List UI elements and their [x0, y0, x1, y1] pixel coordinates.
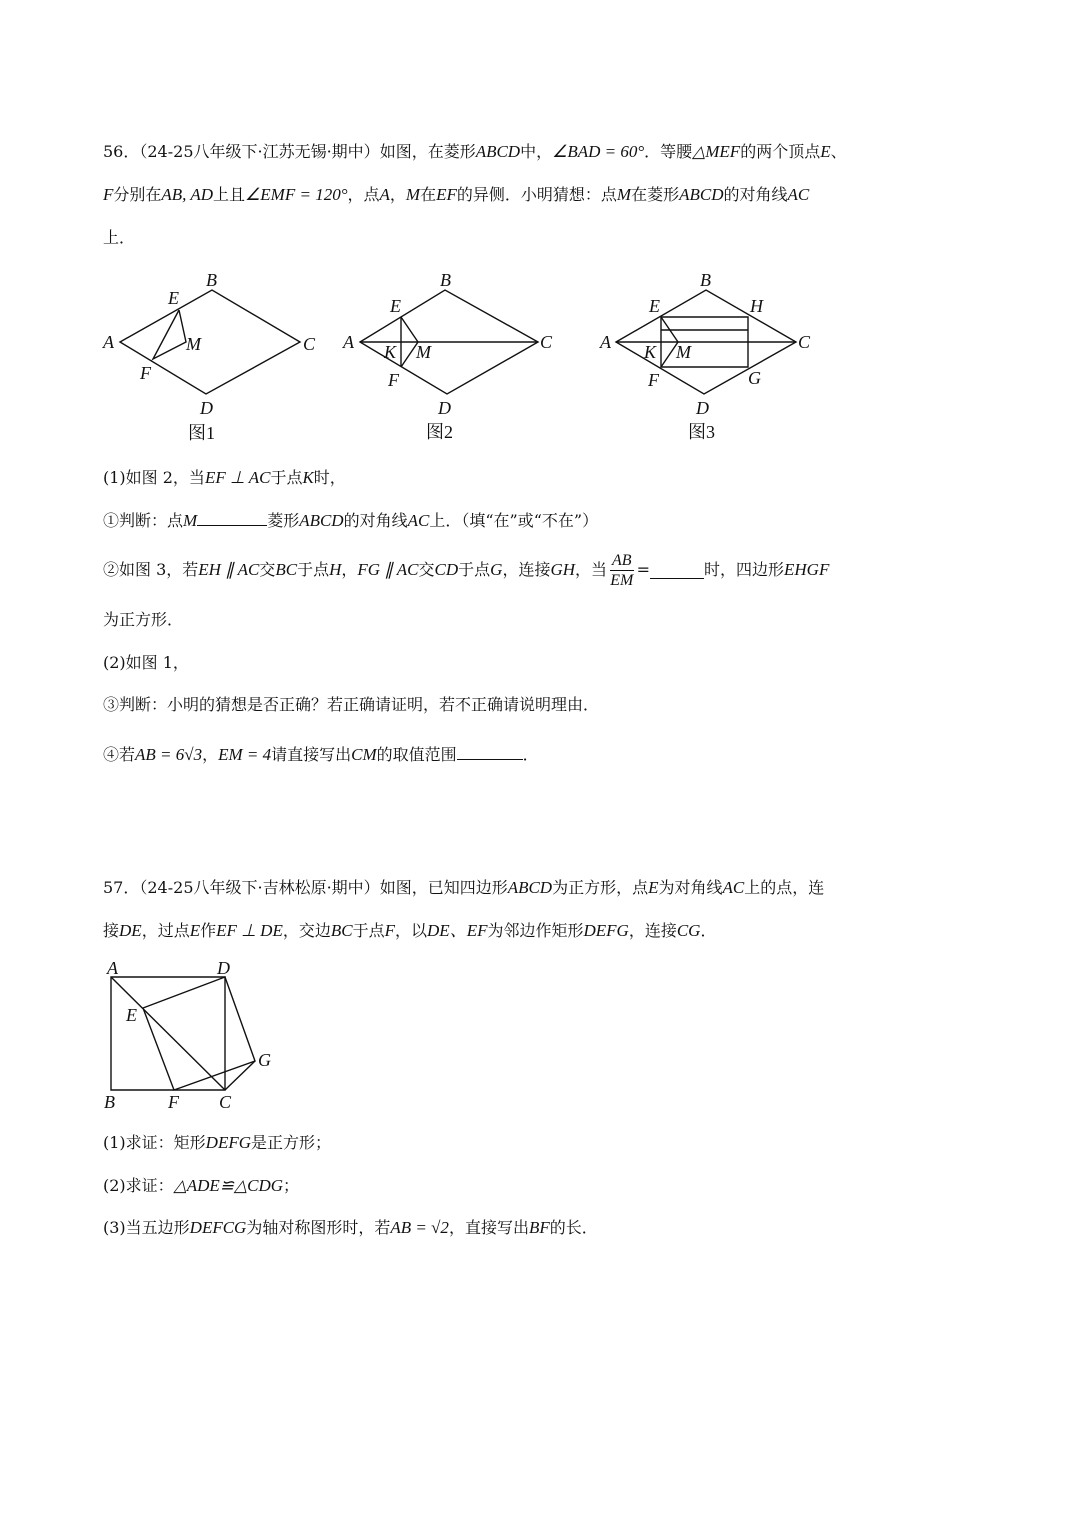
- q57-text: ，过点: [141, 921, 190, 940]
- figure-caption-3: 图3: [688, 422, 715, 442]
- q56-text: ，: [389, 185, 406, 204]
- triangle-mef: [153, 310, 186, 359]
- q56-math: G: [490, 560, 503, 579]
- q56-math: EM = 4: [218, 745, 272, 764]
- q56-text: 在: [420, 185, 437, 204]
- q57-math: E: [648, 878, 659, 897]
- label-E: E: [168, 288, 179, 308]
- q56-text: 分别在: [113, 185, 162, 204]
- q56-math: A: [379, 185, 390, 204]
- q56-sub-3: [103, 693, 599, 717]
- label-M: M: [676, 342, 691, 362]
- q56-math: AC: [787, 185, 810, 204]
- q57-math: F: [384, 921, 396, 940]
- q57-math: BF: [528, 1218, 550, 1237]
- fraction-numerator: AB: [612, 551, 632, 569]
- label-F: F: [388, 370, 399, 390]
- q56-text: ③判断：小明的猜想是否正确？若正确请证明，若不正确请说明理由．: [103, 695, 600, 714]
- q56-line-3: [103, 226, 135, 250]
- label-H: H: [750, 296, 763, 316]
- q56-text: ，当: [575, 560, 608, 579]
- q57-part-3: [103, 1216, 598, 1240]
- q57-source: （24-25八年级下·吉林松原·期中）: [139, 878, 380, 897]
- q57-math: DEFG: [205, 1133, 251, 1152]
- q57-math: △ADE≌△CDG: [173, 1176, 284, 1195]
- label-F: F: [168, 1092, 179, 1112]
- q57-text: 于点: [352, 921, 385, 940]
- q57-text: ，交边: [282, 921, 331, 940]
- q57-text: (3)当五边形: [103, 1218, 190, 1237]
- label-B: B: [104, 1092, 115, 1112]
- q57-math: EF ⊥ DE: [216, 921, 283, 940]
- fraction-ab-em: [610, 551, 634, 590]
- label-A: A: [600, 332, 611, 352]
- q56-source: （24-25八年级下·江苏无锡·期中）: [139, 142, 380, 161]
- q56-text: 交: [259, 560, 276, 579]
- q56-math: ABCD: [475, 142, 521, 161]
- q57-text: 是正方形；: [251, 1133, 332, 1152]
- q56-math: M: [405, 185, 421, 204]
- q56-sub-4: [103, 743, 539, 767]
- label-E: E: [649, 296, 660, 316]
- label-C: C: [219, 1092, 232, 1112]
- q56-text: (1)如图 2，当: [103, 468, 205, 487]
- q56-text: 时，: [313, 468, 346, 487]
- q56-text: 于点: [297, 560, 330, 579]
- q57-text: 为对角线: [658, 878, 723, 897]
- q56-text: 上且: [213, 185, 246, 204]
- q57-text: 作: [200, 921, 217, 940]
- q57-text: ，连接: [628, 921, 677, 940]
- q56-text: 的取值范围: [376, 745, 457, 764]
- q56-line-1: [103, 140, 847, 164]
- q56-math: FG ∥ AC: [357, 560, 419, 579]
- q56-text: 、: [830, 142, 847, 161]
- label-M: M: [416, 342, 431, 362]
- q56-number: 56．: [103, 142, 140, 161]
- q56-text: (2)如图 1，: [103, 653, 189, 672]
- q56-text: ．: [522, 745, 539, 764]
- q56-text: 为正方形．: [103, 610, 184, 629]
- square-defg: [143, 977, 255, 1090]
- q57-math: CG: [676, 921, 701, 940]
- q57-number: 57．: [103, 878, 140, 897]
- q56-text: 的对角线: [343, 511, 408, 530]
- q57-math: DE、EF: [427, 921, 488, 940]
- q56-math: BC: [275, 560, 298, 579]
- q57-text: 为正方形，点: [552, 878, 649, 897]
- q56-text: 于点: [270, 468, 303, 487]
- q57-part-1: [103, 1131, 331, 1155]
- q57-text: ；: [283, 1176, 300, 1195]
- q56-math: AB = 6√3: [135, 745, 203, 764]
- q56-text: 上．（填“在”或“不在”）: [429, 511, 599, 530]
- q56-math: EHGF: [784, 560, 830, 579]
- q56-text: 上．: [103, 228, 136, 247]
- label-A: A: [343, 332, 354, 352]
- q56-math: E: [820, 142, 831, 161]
- label-K: K: [384, 342, 397, 362]
- answer-blank-2[interactable]: [650, 562, 704, 579]
- label-D: D: [217, 958, 230, 978]
- q56-math: AB, AD: [161, 185, 214, 204]
- q57-text: 的长．: [549, 1218, 598, 1237]
- q57-math: DE: [119, 921, 142, 940]
- q56-math: AC: [407, 511, 430, 530]
- q56-part-1: [103, 466, 346, 490]
- q56-text: 时，四边形: [703, 560, 784, 579]
- q57-text: 为邻边作矩形: [487, 921, 584, 940]
- q56-angle-bad: ∠BAD = 60°: [552, 142, 645, 161]
- label-G: G: [748, 368, 761, 388]
- q56-math: GH: [550, 560, 576, 579]
- q57-math: AC: [722, 878, 745, 897]
- q56-text: ，: [341, 560, 358, 579]
- q57-line-1: [103, 876, 824, 900]
- q57-figure: [98, 955, 298, 1115]
- label-F: F: [140, 363, 151, 383]
- q57-text: 上的点，连: [744, 878, 825, 897]
- q56-text: 菱形: [267, 511, 300, 530]
- q56-math: M: [616, 185, 632, 204]
- q57-text: ，直接写出: [448, 1218, 529, 1237]
- q56-line-2: [103, 183, 809, 207]
- figure-caption-1: 图1: [188, 423, 215, 443]
- q56-math: ABCD: [299, 511, 344, 530]
- q56-text: 如图，在菱形: [379, 142, 476, 161]
- q57-math: DEFCG: [189, 1218, 247, 1237]
- label-C: C: [540, 332, 553, 352]
- label-D: D: [200, 398, 213, 418]
- q56-math: F: [103, 185, 114, 204]
- q56-text: 于点: [458, 560, 491, 579]
- q56-math: CD: [434, 560, 459, 579]
- label-B: B: [440, 270, 451, 290]
- q56-text: 的两个顶点: [740, 142, 821, 161]
- label-E: E: [126, 1005, 137, 1025]
- q56-text: 在菱形: [631, 185, 680, 204]
- label-K: K: [644, 342, 657, 362]
- q56-text: ①判断：点: [103, 511, 184, 530]
- q56-figure-1: [100, 262, 330, 442]
- q57-math: DEFG: [583, 921, 629, 940]
- label-B: B: [206, 270, 217, 290]
- label-C: C: [303, 334, 316, 354]
- q56-math: M: [183, 511, 198, 530]
- q57-math: AB = √2: [390, 1218, 449, 1237]
- q57-text: (1)求证：矩形: [103, 1133, 206, 1152]
- q56-text: 中，: [520, 142, 553, 161]
- q56-figure-2: [340, 262, 570, 442]
- q57-text: ，以: [395, 921, 428, 940]
- q57-math: ABCD: [507, 878, 553, 897]
- q56-sub-1: [103, 509, 598, 533]
- label-D: D: [696, 398, 709, 418]
- q57-math: E: [189, 921, 201, 940]
- q56-math: H: [329, 560, 342, 579]
- figure-caption-2: 图2: [426, 422, 453, 442]
- q56-text: 的对角线: [723, 185, 788, 204]
- label-A: A: [107, 958, 118, 978]
- q57-text: ．: [700, 921, 717, 940]
- q56-sub-2: [103, 545, 829, 595]
- q57-text: 为轴对称图形时，若: [246, 1218, 391, 1237]
- q56-angle-emf: ∠EMF = 120°: [245, 185, 348, 204]
- q57-text: 接: [103, 921, 120, 940]
- q57-part-2: [103, 1174, 299, 1198]
- label-B: B: [700, 270, 711, 290]
- q56-text: ．等腰: [644, 142, 693, 161]
- answer-blank-3[interactable]: [457, 743, 523, 760]
- label-G: G: [258, 1050, 271, 1070]
- q56-text: =: [636, 560, 650, 579]
- label-C: C: [798, 332, 811, 352]
- label-E: E: [390, 296, 401, 316]
- fraction-denominator: EM: [610, 571, 634, 589]
- q56-text: ②如图 3，若: [103, 560, 199, 579]
- q57-text: (2)求证：: [103, 1176, 174, 1195]
- segment-cg: [225, 1061, 255, 1090]
- q56-part-2: [103, 651, 189, 675]
- q56-math: K: [302, 468, 314, 487]
- q57-math: BC: [330, 921, 353, 940]
- q56-text: 交: [418, 560, 435, 579]
- q56-sub-2-cont: [103, 608, 183, 632]
- q57-text: 如图，已知四边形: [379, 878, 508, 897]
- q56-text: ④若: [103, 745, 136, 764]
- label-D: D: [438, 398, 451, 418]
- answer-blank-1[interactable]: [197, 509, 267, 526]
- q57-line-2: [103, 919, 716, 943]
- q56-math: EF ⊥ AC: [204, 468, 271, 487]
- q56-figure-3: [598, 262, 838, 442]
- q56-triangle-mef: △MEF: [692, 142, 741, 161]
- label-A: A: [103, 332, 114, 352]
- q56-text: ，: [202, 745, 219, 764]
- q56-math: ABCD: [679, 185, 724, 204]
- label-M: M: [186, 334, 201, 354]
- q56-text: ，连接: [502, 560, 551, 579]
- q56-math: CM: [351, 745, 377, 764]
- q56-text: ，点: [347, 185, 380, 204]
- q56-math: EF: [436, 185, 457, 204]
- label-F: F: [648, 370, 659, 390]
- q56-text: 请直接写出: [271, 745, 352, 764]
- q56-math: EH ∥ AC: [198, 560, 260, 579]
- q56-text: 的异侧．小明猜想：点: [456, 185, 617, 204]
